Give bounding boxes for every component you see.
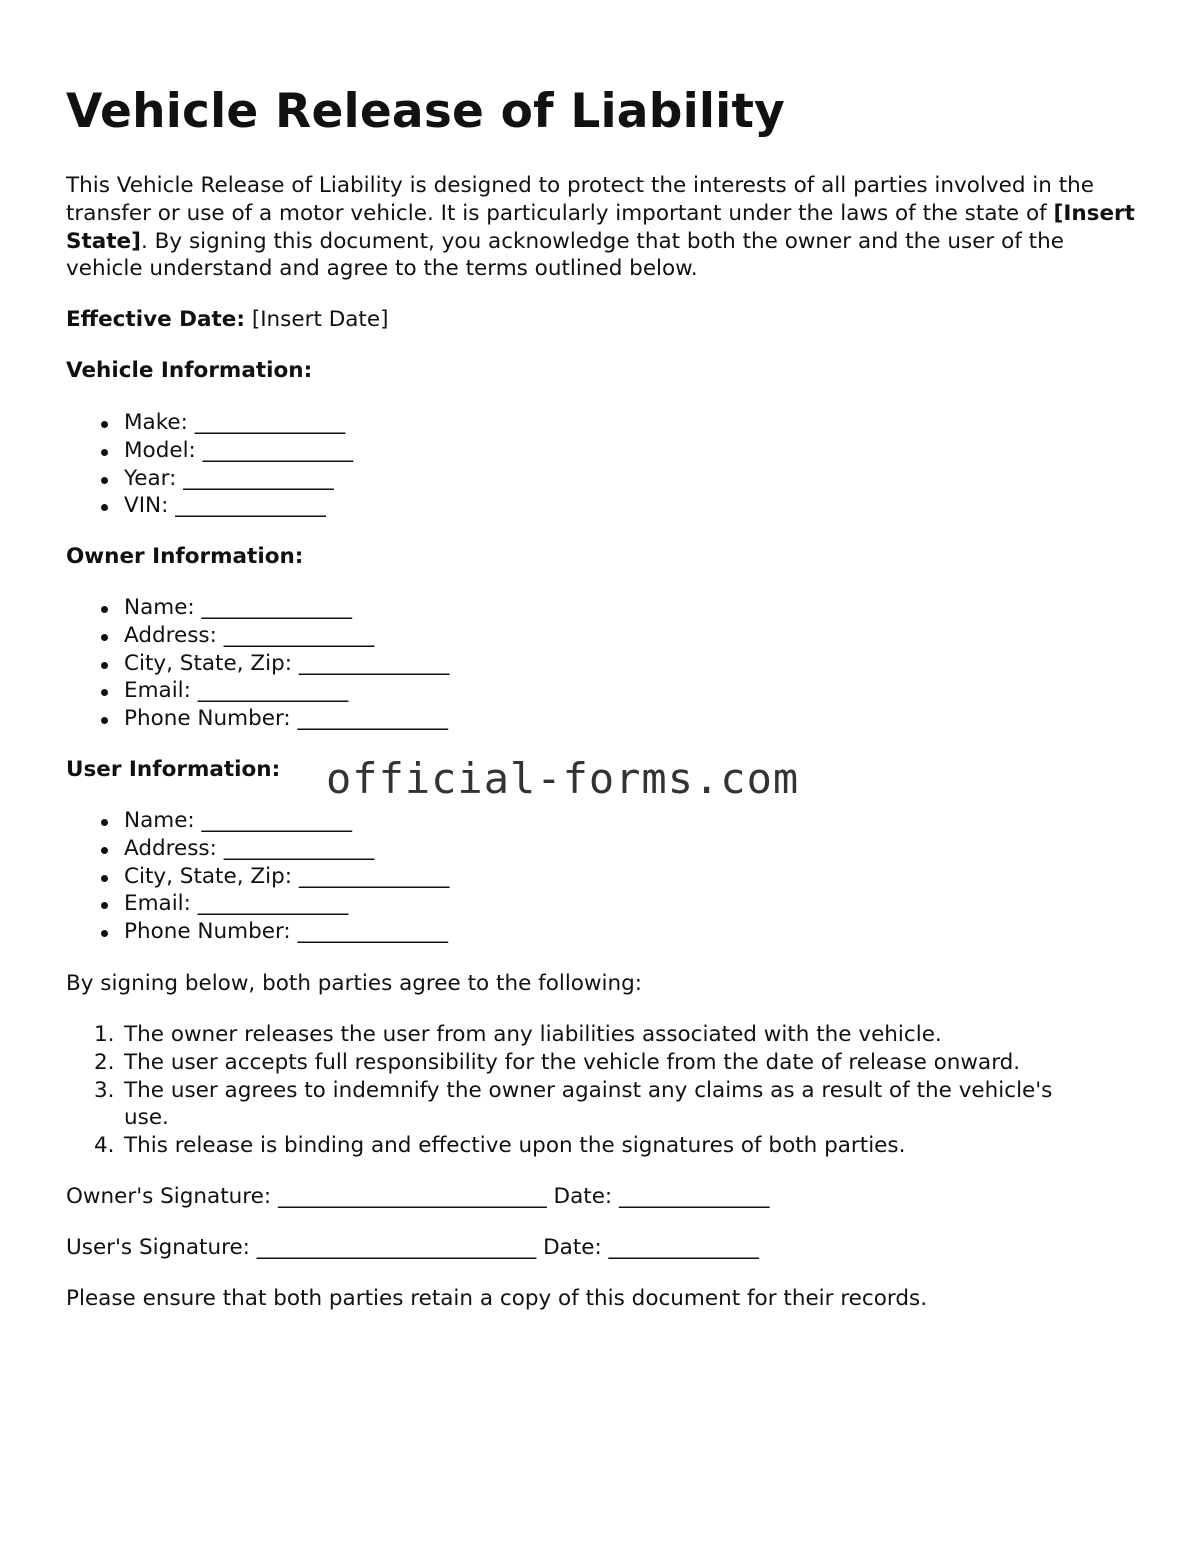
user-address-field: Address: ______________ [124, 835, 375, 861]
state-placeholder: [Insert State] [66, 200, 1135, 254]
owner-email-field: Email: ______________ [124, 678, 349, 704]
owner-name-field: Name: ______________ [124, 595, 353, 620]
vehicle-model-field: Model: ______________ [124, 437, 354, 463]
bullet-icon [101, 689, 108, 696]
user-email-field: Email: ______________ [124, 891, 349, 917]
document-title: Vehicle Release of Liability [66, 84, 785, 139]
bullet-icon [101, 504, 108, 511]
user-phone-field: Phone Number: ______________ [124, 919, 449, 945]
list-item [66, 594, 449, 622]
term-text: This release is binding and effective upon the signatures of both parties. [124, 1133, 906, 1159]
user-info-list [66, 807, 449, 946]
vehicle-make-field: Make: ______________ [124, 410, 346, 435]
vehicle-info-heading: Vehicle Information: [66, 358, 313, 383]
list-item [66, 409, 353, 437]
terms-list [66, 1021, 1084, 1160]
intro-text-part2: . By signing this document, you acknowledge that both the owner and the user of the vehicle understand and agree to the terms outlined below. [66, 228, 1064, 282]
list-item [66, 437, 353, 465]
user-city-state-zip-field: City, State, Zip: ______________ [124, 863, 450, 889]
effective-date-line [66, 306, 388, 334]
list-item [66, 677, 449, 705]
list-item [66, 890, 449, 918]
list-item [66, 622, 449, 650]
effective-date-label: Effective Date: [66, 307, 245, 332]
bullet-icon [101, 662, 108, 669]
intro-paragraph [66, 172, 1146, 283]
bullet-icon [101, 477, 108, 484]
bullet-icon [101, 819, 108, 826]
bullet-icon [101, 449, 108, 456]
term-number: 2. [94, 1049, 115, 1075]
bullet-icon [101, 902, 108, 909]
list-item [66, 465, 353, 493]
vehicle-info-list [66, 409, 353, 520]
list-item [66, 835, 449, 863]
list-item [66, 492, 353, 520]
owner-info-heading: Owner Information: [66, 544, 304, 569]
list-item [66, 1132, 1084, 1160]
list-item [66, 807, 449, 835]
bullet-icon [101, 606, 108, 613]
bullet-icon [101, 421, 108, 428]
term-text: The user accepts full responsibility for the vehicle from the date of release onward. [124, 1049, 1021, 1075]
vehicle-year-field: Year: ______________ [124, 465, 334, 491]
term-text: The user agrees to indemnify the owner against any claims as a result of the vehicle's use. [124, 1077, 1053, 1131]
owner-city-state-zip-field: City, State, Zip: ______________ [124, 650, 450, 676]
list-item [66, 650, 449, 678]
user-signature-line: User's Signature: __________________________ Date: ______________ [66, 1235, 760, 1260]
bullet-icon [101, 717, 108, 724]
user-info-heading: User Information: [66, 757, 281, 782]
list-item [66, 1077, 1084, 1133]
term-number: 3. [94, 1077, 115, 1103]
owner-phone-field: Phone Number: ______________ [124, 706, 449, 732]
user-name-field: Name: ______________ [124, 808, 353, 833]
owner-signature-line: Owner's Signature: _________________________ Date: ______________ [66, 1184, 770, 1209]
term-number: 1. [94, 1022, 115, 1047]
bullet-icon [101, 847, 108, 854]
list-item [66, 1049, 1084, 1077]
agreement-intro: By signing below, both parties agree to the following: [66, 971, 643, 996]
bullet-icon [101, 875, 108, 882]
list-item [66, 1021, 1084, 1049]
effective-date-value: [Insert Date] [244, 307, 389, 332]
term-number: 4. [94, 1133, 115, 1159]
list-item [66, 918, 449, 946]
list-item [66, 705, 449, 733]
owner-info-list [66, 594, 449, 733]
closing-note: Please ensure that both parties retain a copy of this document for their records. [66, 1286, 928, 1311]
owner-address-field: Address: ______________ [124, 622, 375, 648]
list-item [66, 863, 449, 891]
bullet-icon [101, 634, 108, 641]
vehicle-vin-field: VIN: ______________ [124, 493, 326, 519]
intro-text-part1: This Vehicle Release of Liability is designed to protect the interests of all parties involved in the transfer or use of a motor vehicle. It is particularly important under the laws of the state of [66, 173, 1095, 226]
watermark-text: official-forms.com [326, 754, 800, 803]
bullet-icon [101, 930, 108, 937]
term-text: The owner releases the user from any liabilities associated with the vehicle. [124, 1022, 942, 1047]
